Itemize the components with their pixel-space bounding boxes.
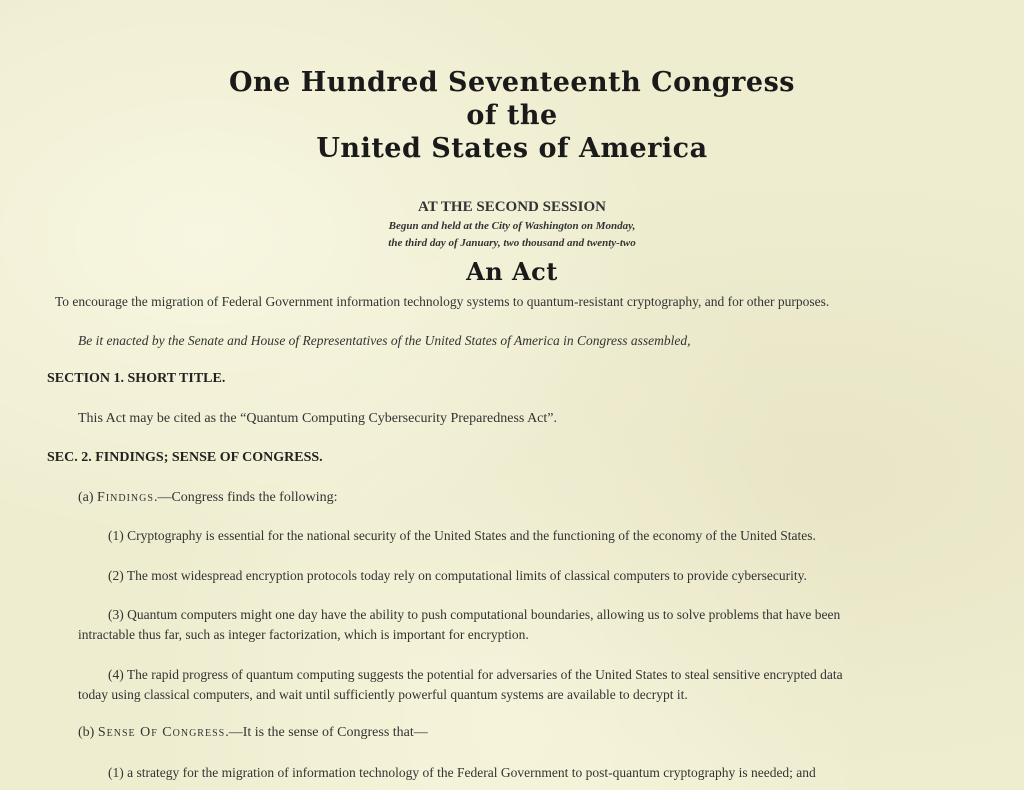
subsection-b-text: .—It is the sense of Congress that— — [225, 725, 428, 740]
session-date-line2: the third day of January, two thousand and twenty-two — [388, 237, 636, 249]
finding-2: (2) The most widespread encryption protocols today rely on computational limits of classical computers to provide cybersecurity. — [108, 568, 807, 583]
an-act-title: An Act — [466, 257, 558, 286]
subsection-a-text: .—Congress finds the following: — [153, 490, 338, 505]
finding-4-line2: today using classical computers, and wait until sufficiently powerful quantum systems are available to decrypt it. — [78, 687, 688, 702]
enacting-clause: Be it enacted by the Senate and House of Representatives of the United States of America in Congress assembled, — [78, 333, 691, 348]
session-date-line1: Begun and held at the City of Washington on Monday, — [388, 220, 636, 232]
congress-title-line2: of the — [466, 100, 558, 131]
finding-3-line1: (3) Quantum computers might one day have the ability to push computational boundaries, allowing us to solve problems that have been — [108, 607, 841, 622]
subsection-b-label: (b) — [78, 725, 95, 740]
section-2-heading: SEC. 2. FINDINGS; SENSE OF CONGRESS. — [47, 450, 323, 465]
session-heading: AT THE SECOND SESSION — [418, 199, 606, 215]
finding-3-line2: intractable thus far, such as integer factorization, which is important for encryption. — [78, 627, 529, 642]
purpose-statement: To encourage the migration of Federal Government information technology systems to quantum-resistant cryptography, and for other purposes. — [55, 294, 830, 309]
congress-title — [0, 66, 1024, 165]
section-1-heading: SECTION 1. SHORT TITLE. — [47, 371, 226, 386]
congress-title-line3: United States of America — [316, 133, 708, 164]
subsection-b-heading: Sense Of Congress — [97, 725, 226, 740]
subsection-a-label: (a) — [78, 490, 94, 505]
subsection-a-heading: Findings — [97, 490, 154, 505]
subsection-b — [78, 723, 428, 743]
sense-1: (1) a strategy for the migration of information technology of the Federal Government to post-quantum cryptography is needed; and — [108, 765, 816, 780]
finding-4-line1: (4) The rapid progress of quantum computing suggests the potential for adversaries of the United States to steal sensitive encrypted data — [108, 667, 843, 682]
subsection-a — [78, 488, 338, 508]
section-1-text: This Act may be cited as the “Quantum Computing Cybersecurity Preparedness Act”. — [78, 411, 557, 426]
finding-1: (1) Cryptography is essential for the national security of the United States and the functioning of the economy of the United States. — [108, 528, 816, 543]
congress-title-line1: One Hundred Seventeenth Congress — [228, 67, 795, 98]
